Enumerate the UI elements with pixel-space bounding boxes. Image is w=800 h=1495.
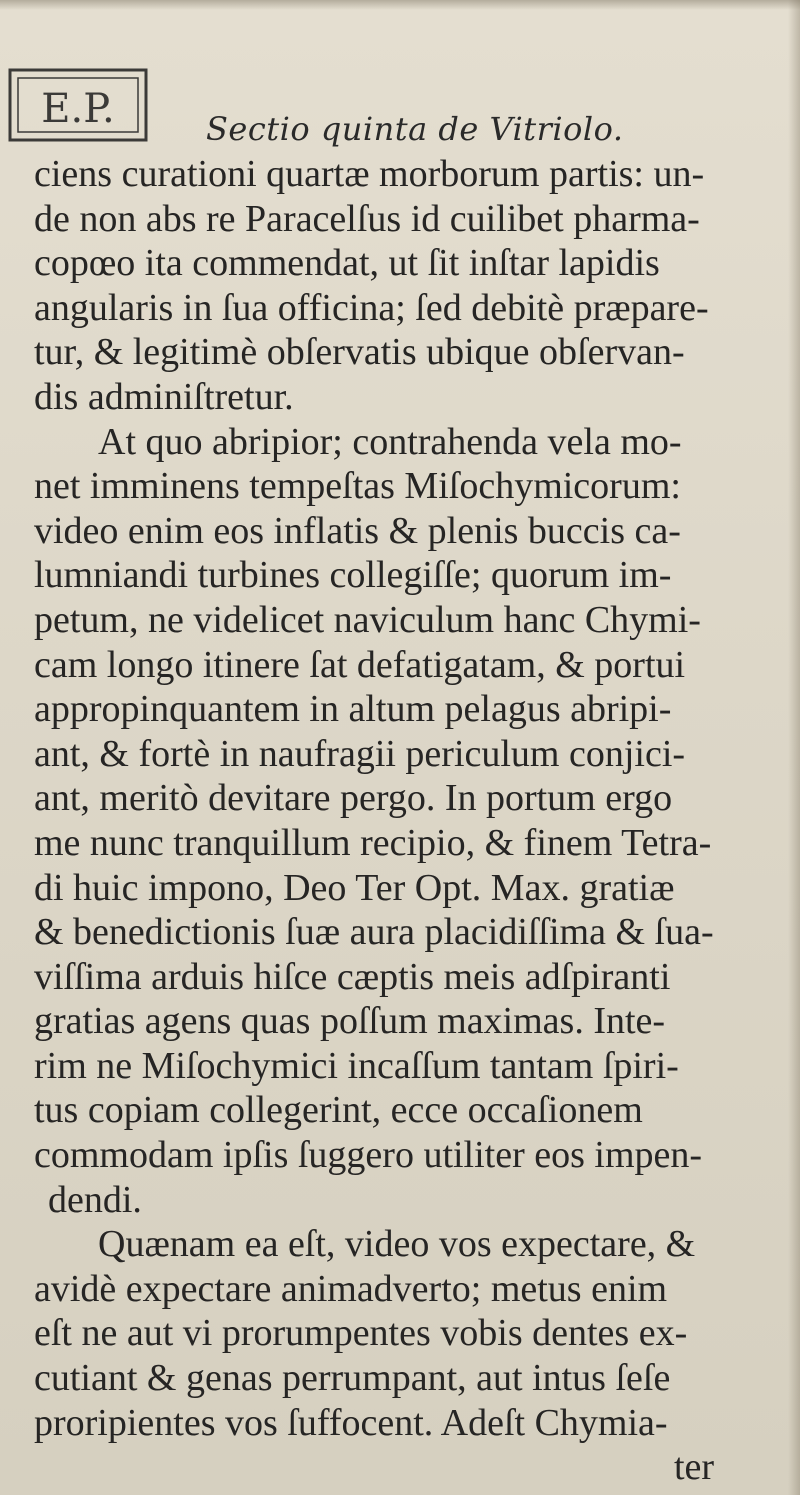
text-line: rim ne Miſochymici incaſſum tantam ſpiri-: [34, 1044, 679, 1087]
text-line: tus copiam collegerint, ecce occaſionem: [34, 1089, 643, 1132]
text-line: eſt ne aut vi prorumpentes vobis dentes ex-: [34, 1312, 688, 1355]
text-line: ciens curationi quartæ morborum partis: un-: [34, 153, 705, 195]
text-line: dendi.: [48, 1178, 142, 1221]
text-line: angularis in ſua officina; ſed debitè præpare-: [34, 286, 709, 329]
text-line: lumniandi turbines collegiſſe; quorum im-: [34, 554, 672, 597]
text-line: net imminens tempeſtas Miſochymicorum:: [34, 465, 681, 508]
paragraph-start-line: Quænam ea eſt, video vos expectare, &: [98, 1223, 696, 1266]
text-line: gratias agens quas poſſum maximas. Inte-: [34, 1000, 666, 1043]
text-line: avidè expectare animadverto; metus enim: [34, 1267, 668, 1310]
text-line: dis adminiſtretur.: [34, 375, 294, 418]
text-line: commodam ipſis ſuggero utiliter eos impen-: [34, 1134, 703, 1177]
library-stamp: [4, 62, 152, 146]
body-text: [34, 152, 794, 1490]
running-header: Sectio quinta de Vitriolo.: [206, 110, 624, 148]
text-line: cam longo itinere ſat defatigatam, & portui: [34, 643, 686, 686]
text-line: ant, meritò devitare pergo. In portum ergo: [34, 777, 673, 820]
text-line: me nunc tranquillum recipio, & finem Tetra-: [34, 821, 712, 864]
text-line: copœo ita commendat, ut ſit inſtar lapidis: [34, 242, 660, 285]
text-line: & benedictionis ſuæ aura placidiſſima & ſua-: [34, 911, 714, 954]
text-line: tur, & legitimè obſervatis ubique obſervan-: [34, 331, 685, 374]
text-line: video enim eos inflatis & plenis buccis ca-: [34, 509, 681, 552]
text-line: proripientes vos ſuffocent. Adeſt Chymia-: [34, 1401, 668, 1444]
text-line: di huic impono, Deo Ter Opt. Max. gratiæ: [34, 866, 675, 909]
page-top-edge: [0, 0, 800, 10]
text-line: petum, ne videlicet naviculum hanc Chymi-: [34, 598, 701, 641]
stamp-label: E.P.: [41, 86, 115, 132]
text-line: cutiant & genas perrumpant, aut intus ſeſe: [34, 1357, 671, 1400]
text-line: viſſima arduis hiſce cæptis meis adſpiranti: [34, 955, 671, 998]
paragraph-start-line: At quo abripior; contrahenda vela mo-: [98, 420, 682, 463]
text-line: ant, & fortè in naufragii periculum conjici-: [34, 732, 686, 775]
catchword: ter: [674, 1446, 715, 1489]
text-line: appropinquantem in altum pelagus abripi-: [34, 688, 672, 731]
text-line: de non abs re Paracelſus id cuilibet pharma-: [34, 197, 700, 240]
